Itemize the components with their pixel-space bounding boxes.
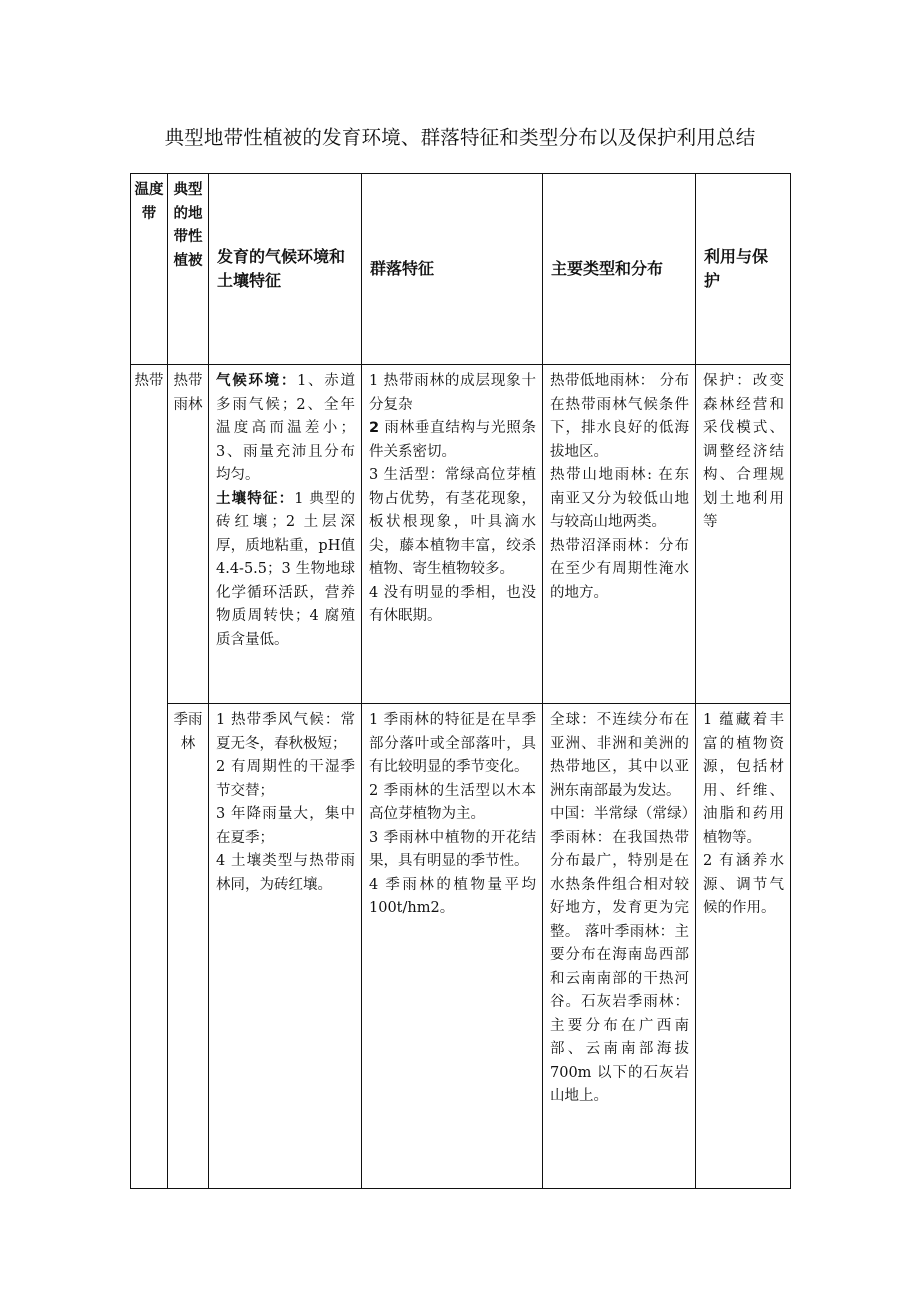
type-entry: 全球：不连续分布在亚洲、非洲和美洲的热带地区，其中以亚洲东南部最为发达。 (550, 712, 689, 799)
header-types: 主要类型和分布 (543, 174, 696, 365)
community-point: 1 季雨林的特征是在旱季部分落叶或全部落叶，具有比较明显的季节变化。 (369, 712, 536, 775)
vegetation-summary-table (130, 173, 791, 1189)
community-point: 3 生活型：常绿高位芽植物占优势，有茎花现象，板状根现象，叶具滴水尖，藤本植物丰富，绞杀植物、寄生植物较多。 (369, 467, 536, 577)
environment-cell (209, 704, 362, 1189)
header-community: 群落特征 (362, 174, 543, 365)
community-point: 2 季雨林的生活型以木本高位芽植物为主。 (369, 782, 536, 822)
type-entry: 热带沼泽雨林：分布在至少有周期性淹水的地方。 (550, 537, 689, 601)
community-cell (362, 365, 543, 704)
types-cell (543, 365, 696, 704)
environment-point: 3 年降雨量大，集中在夏季； (216, 806, 355, 846)
use-cell (696, 365, 791, 704)
vegetation-cell (168, 365, 209, 704)
header-vegetation: 典型的地带性植被 (168, 174, 209, 365)
table-header-row (131, 174, 791, 365)
climate-label: 气候环境： (216, 373, 298, 389)
climate-text: 1、赤道多雨气候；2、全年温度高而温差小；3、雨量充沛且分布均匀。 (216, 373, 355, 483)
type-entry: 热带低地雨林： 分布在热带雨林气候条件下，排水良好的低海拔地区。 (550, 373, 689, 460)
environment-point: 4 土壤类型与热带雨林同，为砖红壤。 (216, 853, 355, 893)
environment-point: 2 有周期性的干湿季节交替； (216, 759, 355, 799)
community-point: 1 热带雨林的成层现象十分复杂 (369, 373, 536, 413)
types-cell (543, 704, 696, 1189)
use-point: 1 蕴藏着丰富的植物资源，包括材用、纤维、油脂和药用植物等。 (703, 712, 784, 846)
use-text: 保护：改变森林经营和采伐模式、调整经济结构、合理规划土地利用等 (703, 373, 784, 530)
community-point-number: 2 (369, 420, 380, 436)
soil-label: 土壤特征： (216, 490, 295, 507)
vegetation-name: 热带雨林 (173, 373, 203, 413)
page-title: 典型地带性植被的发育环境、群落特征和类型分布以及保护利用总结 (164, 126, 756, 149)
zone-label: 热带 (134, 373, 164, 389)
table-row-monsoon-forest (131, 704, 791, 1189)
use-cell (696, 704, 791, 1189)
header-use: 利用与保护 (696, 174, 791, 365)
community-point: 雨林垂直结构与光照条件关系密切。 (369, 420, 536, 460)
header-zone: 温度带 (131, 174, 168, 365)
environment-cell (209, 365, 362, 704)
community-point: 4 季雨林的植物量平均100t/hm2。 (369, 876, 536, 916)
header-environment: 发育的气候环境和土壤特征 (209, 174, 362, 365)
type-entry: 热带山地雨林: 在东南亚又分为较低山地与较高山地两类。 (550, 467, 689, 530)
community-point: 4 没有明显的季相，也没有休眠期。 (369, 584, 536, 624)
zone-cell (131, 365, 168, 1189)
table-row-rainforest (131, 365, 791, 704)
community-point: 3 季雨林中植物的开花结果，具有明显的季节性。 (369, 829, 536, 869)
soil-text: 1 典型的砖红壤；2 土层深厚，质地粘重，pH值 4.4-5.5；3 生物地球化学循环活跃，营养物质周转快；4 腐殖质含量低。 (216, 490, 356, 648)
use-point: 2 有涵养水源、调节气候的作用。 (703, 853, 784, 916)
vegetation-name: 季雨林 (173, 712, 203, 752)
community-cell (362, 704, 543, 1189)
vegetation-cell (168, 704, 209, 1189)
environment-point: 1 热带季风气候：常夏无冬，春秋极短； (216, 712, 355, 752)
type-entry: 中国：半常绿（常绿）季雨林：在我国热带分布最广，特别是在水热条件组合相对较好地方，发育更为完整。 落叶季雨林：主要分布在海南岛西部和云南南部的干热河谷。石灰岩季雨林：主要分布在广西南部、云南南部海拔700m 以下的石灰岩山地上。 (550, 806, 689, 1104)
